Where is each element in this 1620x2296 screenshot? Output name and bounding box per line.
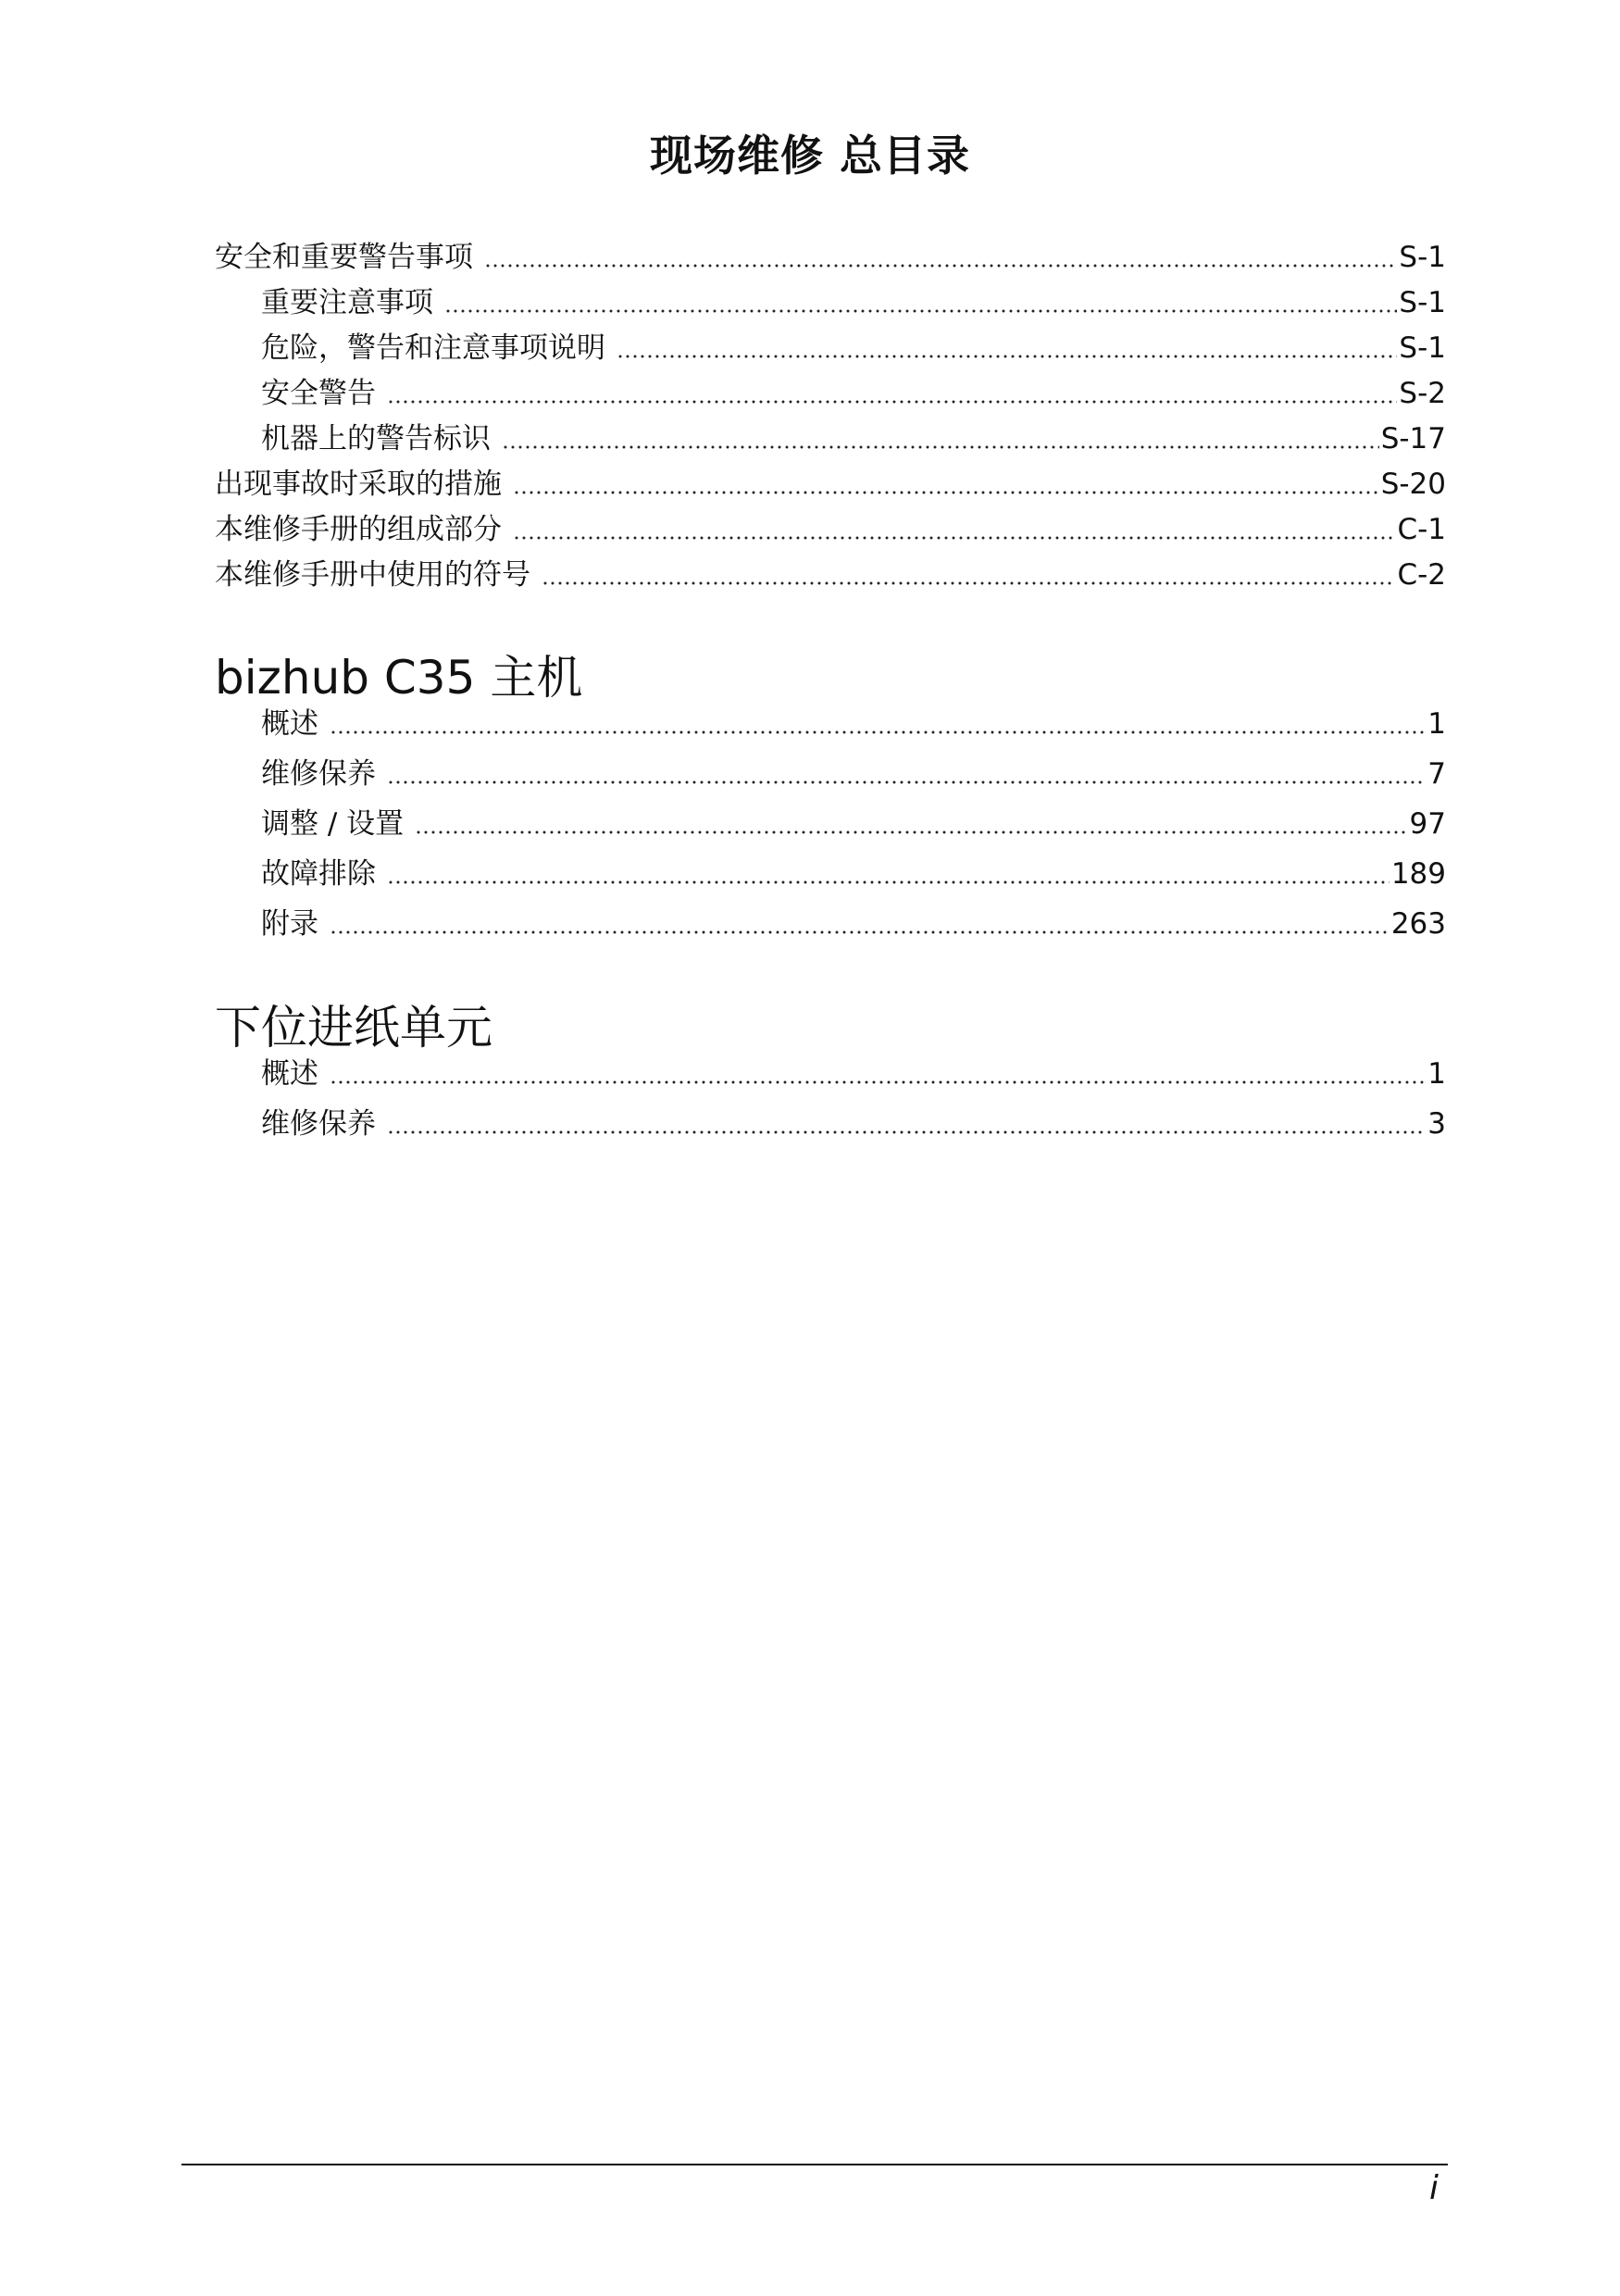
toc-entry-page: 7	[1427, 757, 1446, 791]
toc-entry-accident-measures[interactable]	[215, 462, 1446, 503]
toc-entry-label: 概述	[261, 707, 318, 741]
toc-entry-main-appendix[interactable]	[261, 902, 1446, 942]
toc-entry-label: 本维修手册的组成部分	[215, 513, 502, 546]
leader-dots	[513, 536, 1395, 540]
toc-entry-page: S-17	[1380, 422, 1446, 455]
toc-entry-label: 重要注意事项	[261, 286, 433, 319]
leader-dots	[330, 1080, 1426, 1084]
toc-entry-safety-warnings[interactable]	[261, 371, 1446, 412]
toc-entry-label: 安全和重要警告事项	[215, 241, 473, 274]
toc-entry-lower-overview[interactable]	[261, 1052, 1446, 1092]
toc-entry-page: 1	[1427, 1057, 1446, 1091]
toc-entry-machine-labels[interactable]	[261, 417, 1446, 457]
toc-entry-label: 本维修手册中使用的符号	[215, 558, 530, 592]
leader-dots	[387, 880, 1389, 884]
section-heading-lower-feed-unit: 下位进纸单元	[215, 1001, 492, 1054]
toc-entry-lower-maintenance[interactable]	[261, 1102, 1446, 1142]
leader-dots	[502, 445, 1379, 449]
toc-entry-label: 维修保养	[261, 757, 376, 791]
leader-dots	[484, 264, 1397, 268]
leader-dots	[513, 491, 1379, 494]
page-number: i	[1429, 2169, 1439, 2207]
leader-dots	[542, 581, 1395, 585]
toc-entry-label: 维修保养	[261, 1107, 376, 1141]
toc-entry-page: 97	[1409, 807, 1446, 841]
toc-entry-main-adjustment[interactable]	[261, 802, 1446, 842]
footer-rule	[181, 2164, 1448, 2165]
toc-entry-page: S-1	[1399, 241, 1446, 274]
toc-entry-page: 1	[1427, 707, 1446, 741]
toc-entry-page: S-2	[1399, 377, 1446, 410]
toc-entry-label: 机器上的警告标识	[261, 422, 491, 455]
toc-entry-page: 3	[1427, 1107, 1446, 1141]
leader-dots	[444, 309, 1397, 313]
section-heading-main-unit: bizhub C35 主机	[215, 651, 583, 705]
toc-entry-label: 附录	[261, 907, 318, 941]
leader-dots	[387, 400, 1397, 404]
toc-entry-label: 故障排除	[261, 857, 376, 891]
leader-dots	[330, 930, 1389, 934]
toc-entry-symbols[interactable]	[215, 553, 1446, 593]
toc-entry-safety[interactable]	[215, 235, 1446, 276]
toc-entry-label: 危险，警告和注意事项说明	[261, 331, 605, 365]
leader-dots	[330, 730, 1426, 734]
page-title: 现场维修 总目录	[649, 131, 970, 181]
leader-dots	[617, 355, 1397, 358]
toc-entry-label: 出现事故时采取的措施	[215, 468, 502, 501]
toc-entry-page: 189	[1390, 857, 1446, 891]
toc-entry-page: C-1	[1397, 513, 1446, 546]
toc-entry-label: 安全警告	[261, 377, 376, 410]
toc-entry-page: C-2	[1397, 558, 1446, 592]
toc-entry-page: S-1	[1399, 286, 1446, 319]
leader-dots	[415, 830, 1407, 834]
toc-entry-main-troubleshooting[interactable]	[261, 852, 1446, 892]
toc-entry-label: 概述	[261, 1057, 318, 1091]
toc-entry-page: 263	[1390, 907, 1446, 941]
toc-entry-danger-description[interactable]	[261, 326, 1446, 367]
toc-entry-label: 调整 / 设置	[261, 807, 405, 841]
toc-entry-manual-composition[interactable]	[215, 507, 1446, 548]
toc-entry-page: S-1	[1399, 331, 1446, 365]
leader-dots	[387, 1130, 1426, 1134]
toc-entry-page: S-20	[1380, 468, 1446, 501]
toc-entry-important-notes[interactable]	[261, 281, 1446, 321]
toc-entry-main-overview[interactable]	[261, 702, 1446, 742]
leader-dots	[387, 780, 1426, 784]
toc-entry-main-maintenance[interactable]	[261, 752, 1446, 792]
